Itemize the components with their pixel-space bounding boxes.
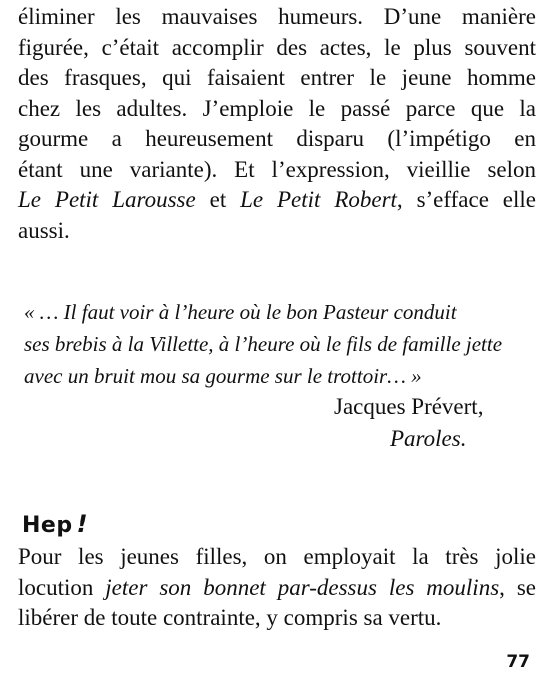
book-title-robert: Le Petit Robert [240, 187, 397, 212]
text-span: , se [499, 574, 536, 600]
hep-exclamation: ! [76, 510, 89, 538]
quote-line: ses brebis à la Villette, à l’heure où le fils de famille jette [24, 332, 503, 356]
text-span: , s’efface elle [396, 187, 536, 212]
hep-paragraph [18, 542, 536, 634]
text-line [18, 185, 536, 216]
text-line: figurée, c’était accomplir des actes, le plus souvent [18, 34, 536, 60]
quote-line: avec un bruit mou sa gourme sur le trottoir… » [24, 364, 422, 388]
text-line: éliminer les mauvaises humeurs. D’une manière [18, 4, 536, 29]
quote-author: Jacques Prévert, [334, 394, 484, 419]
prevert-quote [24, 296, 534, 392]
text-line: gourme a heureusement disparu (l’impétigo en [18, 126, 536, 151]
text-line: libérer de toute contrainte, y compris sa vertu. [18, 605, 442, 630]
expression-italic: jeter son bonnet par-dessus les moulins [105, 574, 500, 600]
text-span: locution [18, 574, 106, 600]
book-page [18, 2, 536, 678]
page-number: 77 [506, 652, 530, 672]
main-paragraph [18, 2, 536, 246]
text-line: Pour les jeunes filles, on employait la très jolie [18, 544, 536, 569]
text-line [18, 573, 536, 604]
book-title-larousse: Le Petit Larousse [18, 187, 196, 212]
text-span: et [195, 187, 241, 212]
text-line: étant une variante). Et l’expression, vieillie selon [18, 156, 536, 182]
quote-work: Paroles. [390, 426, 467, 451]
hep-label: Hep [22, 513, 73, 538]
text-line: des frasques, qui faisaient entrer le jeune homme [18, 65, 536, 90]
quote-line: « … Il faut voir à l’heure où le bon Pasteur conduit [24, 300, 457, 324]
hep-heading [22, 510, 88, 538]
text-line: chez les adultes. J’emploie le passé parce que la [18, 95, 536, 121]
text-line: aussi. [18, 217, 70, 243]
